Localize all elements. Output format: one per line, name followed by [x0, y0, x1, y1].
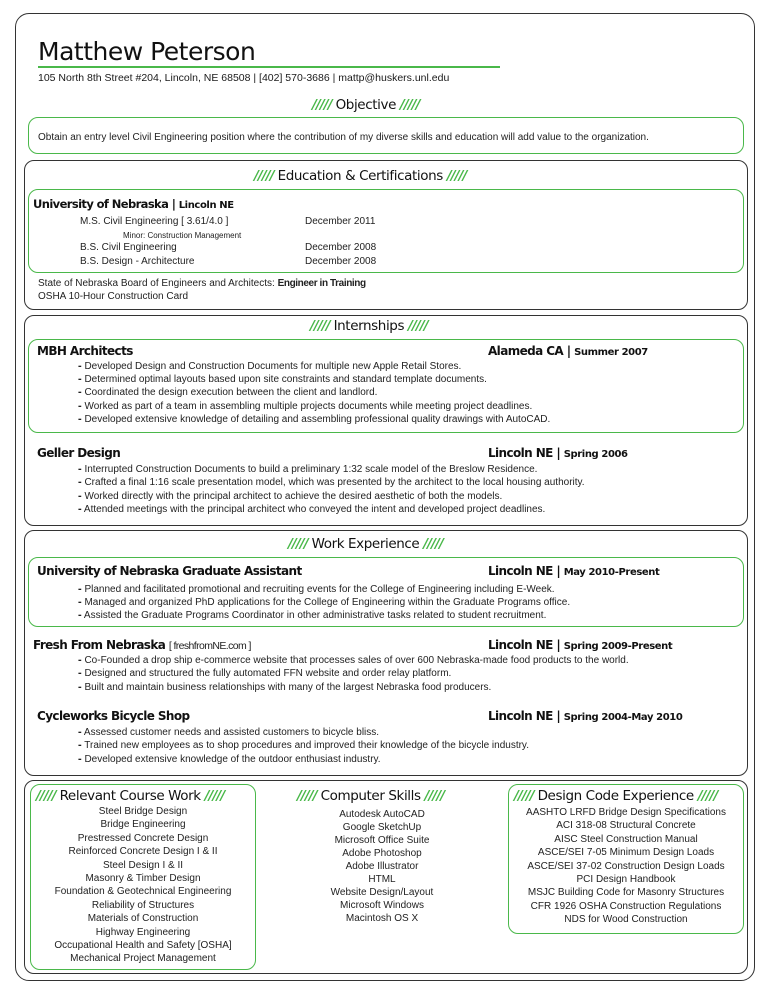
bullets-ffn	[78, 654, 629, 694]
slashes-right: /////	[424, 788, 445, 804]
bullet-item: - Planned and facilitated promotional and recruiting events for the College of Engineering including E-Week.	[78, 583, 555, 595]
slashes-right: /////	[408, 318, 428, 334]
bullet-text: Worked as part of a team in assembling multiple projects documents while meeting project deadlines.	[84, 400, 533, 412]
code-item: ASCE/SEI 37-02 Construction Design Loads	[527, 860, 725, 872]
employer-mbh: MBH Architects	[37, 344, 133, 358]
slashes-right: /////	[423, 536, 443, 552]
employer-ffn	[33, 638, 251, 652]
employer-unl: University of Nebraska Graduate Assistant	[37, 564, 302, 578]
job-location: Lincoln NE	[488, 709, 553, 723]
skill-item: Microsoft Office Suite	[334, 835, 430, 846]
slashes-left: /////	[312, 97, 332, 113]
course-item: Reinforced Concrete Design I & II	[68, 846, 218, 858]
course-item: Occupational Health and Safety [OSHA]	[54, 940, 232, 952]
skill-item: Website Design/Layout	[330, 887, 434, 898]
bullet-text: Planned and facilitated promotional and recruiting events for the College of Engineering including E-Week.	[84, 584, 555, 595]
bullet-item: - Assisted the Graduate Programs Coordinator in other administrative tasks related to student recruitment.	[78, 609, 547, 622]
degree-ms-date: December 2011	[305, 216, 376, 227]
internships-heading	[310, 318, 428, 334]
skill-item: Autodesk AutoCAD	[339, 809, 425, 820]
section-title: Relevant Course Work	[59, 788, 201, 804]
skills-list	[282, 808, 482, 925]
skill-item: Macintosh OS X	[345, 913, 419, 924]
minor: Minor: Construction Management	[123, 231, 242, 240]
cert-eit	[38, 278, 366, 289]
degree-bs-ce-date: December 2008	[305, 242, 377, 253]
bullet-text: Developed Design and Construction Documents for multiple new Apple Retail Stores.	[84, 361, 462, 372]
degree-bs-arch: B.S. Design - Architecture	[80, 256, 195, 267]
course-heading	[36, 788, 224, 804]
bullet-item: - Worked directly with the principal architect to achieve the desired aesthetic of both the models.	[78, 489, 503, 502]
slashes-right: /////	[697, 788, 718, 804]
bullets-geller	[78, 463, 585, 517]
cert-eit-title: Engineer in Training	[277, 278, 366, 289]
separator: |	[556, 564, 561, 578]
objective-heading	[312, 97, 420, 113]
school-location: Lincoln NE	[178, 200, 234, 211]
section-title: Computer Skills	[320, 788, 421, 804]
slashes-right: /////	[399, 97, 420, 113]
education-heading	[254, 168, 466, 184]
school-name: University of Nebraska	[33, 197, 169, 211]
section-title: Education & Certifications	[277, 168, 443, 184]
bullet-text: Designed and structured the fully automated FFN website and order relay platform.	[84, 668, 452, 680]
bullets-cycleworks	[78, 726, 529, 766]
work-heading	[288, 536, 443, 552]
slashes-left: /////	[254, 168, 274, 184]
job-location: Lincoln NE	[488, 638, 553, 652]
code-item: AASHTO LRFD Bridge Design Specifications	[526, 807, 726, 818]
location-ffn	[488, 638, 672, 652]
bullet-text: Assessed customer needs and assisted customers to bicycle bliss.	[83, 727, 380, 738]
course-item: Bridge Engineering	[100, 819, 186, 831]
bullet-text: Crafted a final 1:16 scale presentation model, which was presented by the architect to the local housing authority.	[84, 477, 585, 489]
course-item: Foundation & Geotechnical Engineering	[54, 886, 232, 898]
course-item: Steel Design I & II	[102, 859, 184, 871]
section-title: Internships	[333, 318, 405, 334]
bullet-item: - Assessed customer needs and assisted customers to bicycle bliss.	[78, 726, 380, 738]
skill-item: Adobe Illustrator	[345, 861, 419, 872]
code-item: ASCE/SEI 7-05 Minimum Design Loads	[537, 847, 715, 859]
contact-line: 105 North 8th Street #204, Lincoln, NE 68508 | [402] 570-3686 | mattp@huskers.unl.edu	[38, 72, 450, 84]
section-title: Work Experience	[311, 536, 420, 552]
separator: |	[556, 446, 561, 460]
bullet-text: Trained new employees as to shop procedures and improved their knowledge of the bicycle industry.	[84, 740, 529, 752]
bullet-text: Worked directly with the principal architect to achieve the desired aesthetic of both the models.	[84, 490, 503, 502]
job-date: Spring 2009-Present	[563, 641, 673, 652]
skill-item: HTML	[368, 874, 396, 885]
bullet-text: Developed extensive knowledge of the outdoor enthusiast industry.	[84, 753, 381, 765]
course-item: Highway Engineering	[95, 926, 191, 938]
code-item: PCI Design Handbook	[576, 874, 676, 886]
separator: |	[566, 344, 571, 358]
slashes-right: /////	[446, 168, 467, 184]
bullet-text: Coordinated the design execution between the client and landlord.	[84, 387, 378, 399]
bullet-item: - Determined optimal layouts based upon site constraints and standard template documents.	[78, 373, 487, 386]
employer-website: [ freshfromNE.com ]	[168, 640, 251, 652]
codes-list	[508, 806, 744, 927]
bullet-item: - Trained new employees as to shop procedures and improved their knowledge of the bicycle industry.	[78, 739, 529, 752]
location-geller	[488, 446, 628, 460]
bullets-mbh	[78, 360, 550, 426]
bullet-item: - Crafted a final 1:16 scale presentation model, which was presented by the architect to the local housing authority.	[78, 476, 585, 489]
location-cycleworks	[488, 709, 682, 723]
bullet-text: Attended meetings with the principal architect who conveyed the intent and developed project deadlines.	[83, 504, 546, 516]
skill-item: Google SketchUp	[342, 822, 422, 833]
course-item: Steel Bridge Design	[98, 806, 188, 817]
course-item: Materials of Construction	[87, 913, 199, 925]
job-date: Summer 2007	[574, 347, 648, 358]
bullet-text: Determined optimal layouts based upon site constraints and standard template documents.	[84, 374, 487, 386]
course-item: Mechanical Project Management	[70, 953, 216, 965]
bullet-text: Co-Founded a drop ship e-commerce website that processes sales of over 600 Nebraska-made food products to the world.	[84, 655, 629, 666]
job-location: Alameda CA	[488, 344, 564, 358]
bullet-item: - Coordinated the design execution between the client and landlord.	[78, 386, 378, 399]
school-line	[33, 197, 234, 211]
skills-heading	[297, 788, 444, 804]
employer-name: Fresh From Nebraska	[33, 638, 166, 652]
bullet-item: - Worked as part of a team in assembling multiple projects documents while meeting project deadlines.	[78, 399, 533, 412]
skill-item: Microsoft Windows	[340, 900, 424, 911]
job-location: Lincoln NE	[488, 446, 553, 460]
bullets-unl	[78, 583, 570, 623]
cert-osha: OSHA 10-Hour Construction Card	[38, 291, 189, 302]
slashes-left: /////	[288, 536, 308, 552]
slashes-left: /////	[514, 788, 534, 804]
degree-bs-ce: B.S. Civil Engineering	[80, 242, 177, 253]
course-item: Masonry & Timber Design	[85, 873, 201, 885]
job-date: Spring 2004-May 2010	[563, 712, 683, 723]
code-item: ACI 318-08 Structural Concrete	[556, 820, 696, 832]
code-item: MSJC Building Code for Masonry Structures	[527, 887, 725, 899]
bullet-text: Assisted the Graduate Programs Coordinator in other administrative tasks related to student recruitment.	[83, 610, 547, 622]
separator: |	[171, 197, 176, 211]
bullet-item: - Interrupted Construction Documents to build a preliminary 1:32 scale model of the Breslow Residence.	[78, 463, 538, 475]
bullet-item: - Designed and structured the fully automated FFN website and order relay platform.	[78, 667, 452, 680]
job-date: Spring 2006	[563, 449, 628, 460]
code-item: AISC Steel Construction Manual	[554, 833, 698, 845]
employer-cycleworks: Cycleworks Bicycle Shop	[37, 709, 190, 723]
degree-bs-arch-date: December 2008	[305, 256, 377, 267]
candidate-name: Matthew Peterson	[38, 37, 256, 66]
skill-item: Adobe Photoshop	[342, 848, 422, 859]
employer-geller: Geller Design	[37, 446, 121, 460]
bullet-text: Interrupted Construction Documents to build a preliminary 1:32 scale model of the Breslow Residence.	[84, 464, 538, 475]
location-mbh	[488, 344, 648, 358]
name-underline	[38, 66, 500, 68]
degree-ms: M.S. Civil Engineering [ 3.61/4.0 ]	[80, 216, 229, 227]
course-list	[30, 805, 256, 966]
bullet-item: - Co-Founded a drop ship e-commerce website that processes sales of over 600 Nebraska-made food products to the world.	[78, 654, 629, 666]
section-title: Design Code Experience	[537, 788, 694, 804]
course-item: Prestressed Concrete Design	[77, 832, 209, 844]
bullet-item: - Managed and organized PhD applications for the College of Engineering within the Graduate Programs office.	[78, 596, 571, 609]
slashes-left: /////	[36, 788, 56, 804]
bullet-item: - Developed extensive knowledge of the outdoor enthusiast industry.	[78, 752, 381, 765]
objective-text: Obtain an entry level Civil Engineering position where the contribution of my diverse skills and education will add value to the organization.	[38, 132, 649, 143]
bullet-item: - Built and maintain business relationships with many of the largest Nebraska food producers.	[78, 680, 492, 693]
job-date: May 2010-Present	[563, 567, 660, 578]
bullet-item: - Attended meetings with the principal architect who conveyed the intent and developed project deadlines.	[78, 503, 546, 516]
bullet-item: - Developed extensive knowledge of detailing and assembling professional quality drawings with AutoCAD.	[78, 412, 551, 425]
location-unl	[488, 564, 659, 578]
separator: |	[556, 709, 561, 723]
separator: |	[556, 638, 561, 652]
bullet-text: Managed and organized PhD applications for the College of Engineering within the Graduate Programs office.	[84, 597, 571, 609]
section-title: Objective	[335, 97, 396, 113]
slashes-right: /////	[204, 788, 225, 804]
slashes-left: /////	[310, 318, 330, 334]
code-item: CFR 1926 OSHA Construction Regulations	[530, 900, 722, 912]
bullet-text: Developed extensive knowledge of detailing and assembling professional quality drawings with AutoCAD.	[84, 413, 551, 425]
job-location: Lincoln NE	[488, 564, 553, 578]
slashes-left: /////	[297, 788, 317, 804]
codes-heading	[514, 788, 717, 804]
bullet-text: Built and maintain business relationships with many of the largest Nebraska food producers.	[84, 681, 492, 693]
cert-eit-text: State of Nebraska Board of Engineers and Architects:	[38, 278, 275, 289]
bullet-item: - Developed Design and Construction Documents for multiple new Apple Retail Stores.	[78, 360, 462, 372]
course-item: Reliability of Structures	[91, 899, 195, 911]
code-item: NDS for Wood Construction	[564, 914, 688, 926]
